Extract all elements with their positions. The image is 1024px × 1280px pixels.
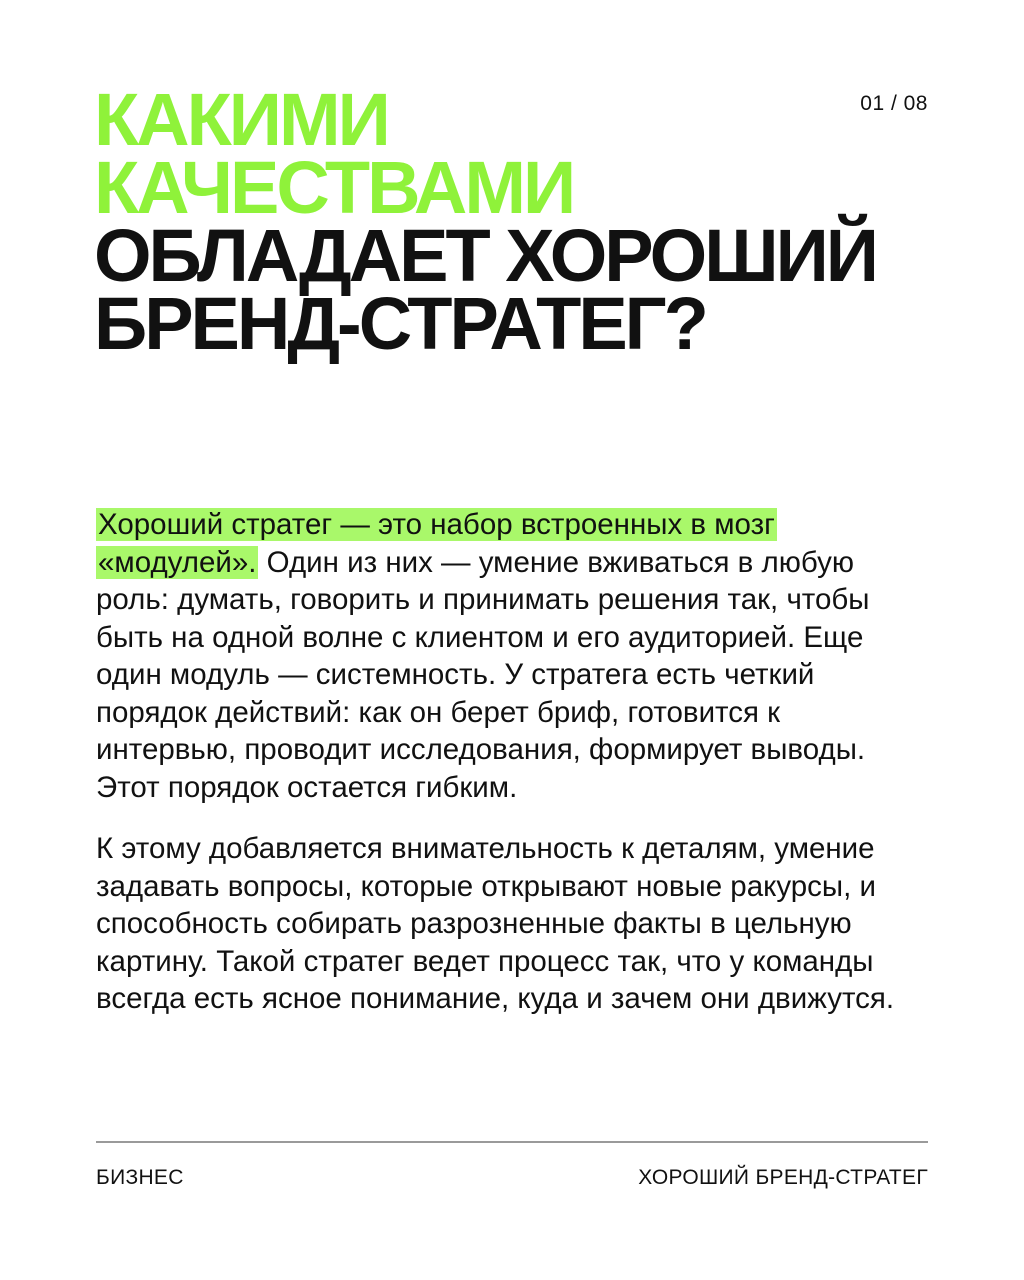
footer-divider xyxy=(96,1141,928,1143)
page-title xyxy=(94,78,954,365)
paragraph-1-text: Один из них — умение вживаться в любую роль: думать, говорить и принимать решения так, чтобы быть на одной волне с клиентом и его аудиторией. Еще один модуль — системность. У стратега есть четкий порядок действий: как он берет бриф, готовится к интервью, проводит исследования, формирует выводы. Этот порядок остается гибким. xyxy=(96,545,870,804)
paragraph-1 xyxy=(96,506,916,806)
footer-category: БИЗНЕС xyxy=(96,1166,184,1189)
footer-topic: ХОРОШИЙ БРЕНД-СТРАТЕГ xyxy=(638,1166,928,1189)
page-counter: 01 / 08 xyxy=(860,92,928,115)
title-accent-line-2: КАЧЕСТВАМИ xyxy=(94,146,574,229)
highlighted-phrase: Хороший стратег — это набор встроенных в мозг «модулей». xyxy=(98,508,775,579)
body-text xyxy=(96,506,916,1042)
title-accent-line-1: КАКИМИ xyxy=(94,78,388,161)
title-dark-line-2: БРЕНД-СТРАТЕГ? xyxy=(94,282,706,365)
title-dark-line-1: ОБЛАДАЕТ ХОРОШИЙ xyxy=(94,214,876,297)
paragraph-2: К этому добавляется внимательность к деталям, умение задавать вопросы, которые открывают новые ракурсы, и способность собирать разрозненные факты в цельную картину. Такой стратег ведет процесс так, что у команды всегда есть ясное понимание, куда и зачем они движутся. xyxy=(96,832,895,1015)
